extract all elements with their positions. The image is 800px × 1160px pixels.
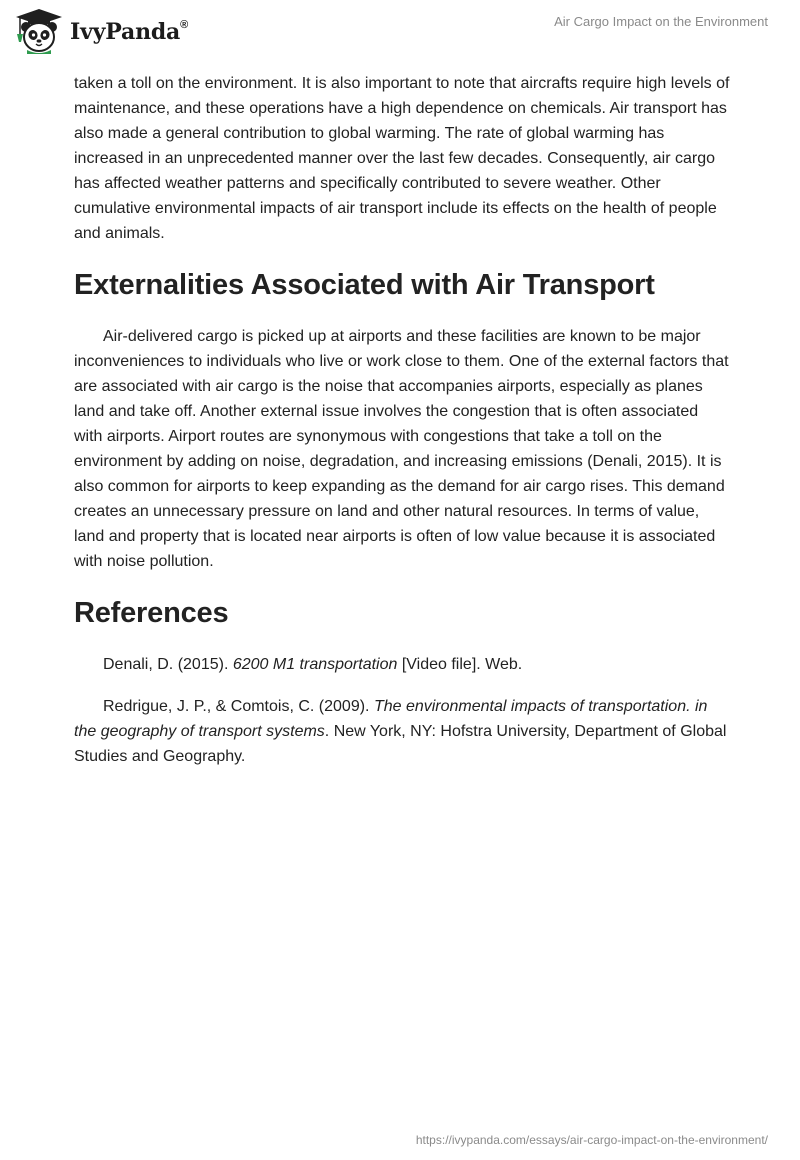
- page-header: [0, 0, 800, 64]
- document-title: Air Cargo Impact on the Environment: [554, 14, 768, 29]
- essay-content: [74, 71, 730, 786]
- registered-mark: ®: [180, 18, 189, 31]
- references-heading: References: [74, 597, 229, 629]
- brand-logo[interactable]: [14, 8, 188, 54]
- brand-name: [70, 19, 188, 45]
- reference-text: . New York, NY: Hofstra University, Department of Global Studies and Geography.: [74, 723, 727, 765]
- source-url[interactable]: https://ivypanda.com/essays/air-cargo-impact-on-the-environment/: [415, 1133, 768, 1147]
- reference-text: [Video file]. Web.: [397, 656, 523, 673]
- intro-paragraph: taken a toll on the environment. It is also important to note that aircrafts require high levels of maintenance, and these operations have a high dependence on chemicals. Air transport has also made a general contribution to global warming. The rate of global warming has increased in an unprecedented manner over the last few decades. Consequently, air cargo has affected weather patterns and specifically contributed to severe weather. Other cumulative environmental impacts of air transport include its effects on the health of people and animals.: [74, 75, 730, 242]
- reference-text: Denali, D. (2015).: [103, 656, 233, 673]
- reference-title: 6200 M1 transportation: [232, 656, 398, 673]
- externalities-paragraph: Air-delivered cargo is picked up at airports and these facilities are known to be major inconveniences to individuals who live or work close to them. One of the external factors that are associated with air cargo is the noise that accompanies airports, especially as planes land and take off. Another external issue involves the congestion that is often associated with airports. Airport routes are synonymous with congestions that take a toll on the environment by adding on noise, degradation, and increasing emissions (Denali, 2015). It is also common for airports to keep expanding as the demand for air cargo rises. This demand creates an unnecessary pressure on land and other natural resources. In terms of value, land and property that is located near airports is often of low value because it is associated with noise pollution.: [74, 328, 729, 570]
- panda-graduate-icon: [14, 8, 64, 54]
- reference-text: Redrigue, J. P., & Comtois, C. (2009).: [103, 698, 374, 715]
- reference-item: [74, 652, 730, 677]
- reference-item: [74, 694, 730, 769]
- reference-title: The environmental impacts of transportation. in the geography of transport systems: [74, 698, 708, 740]
- brand-name-text: IvyPanda: [70, 19, 181, 45]
- externalities-heading: Externalities Associated with Air Transport: [74, 269, 655, 301]
